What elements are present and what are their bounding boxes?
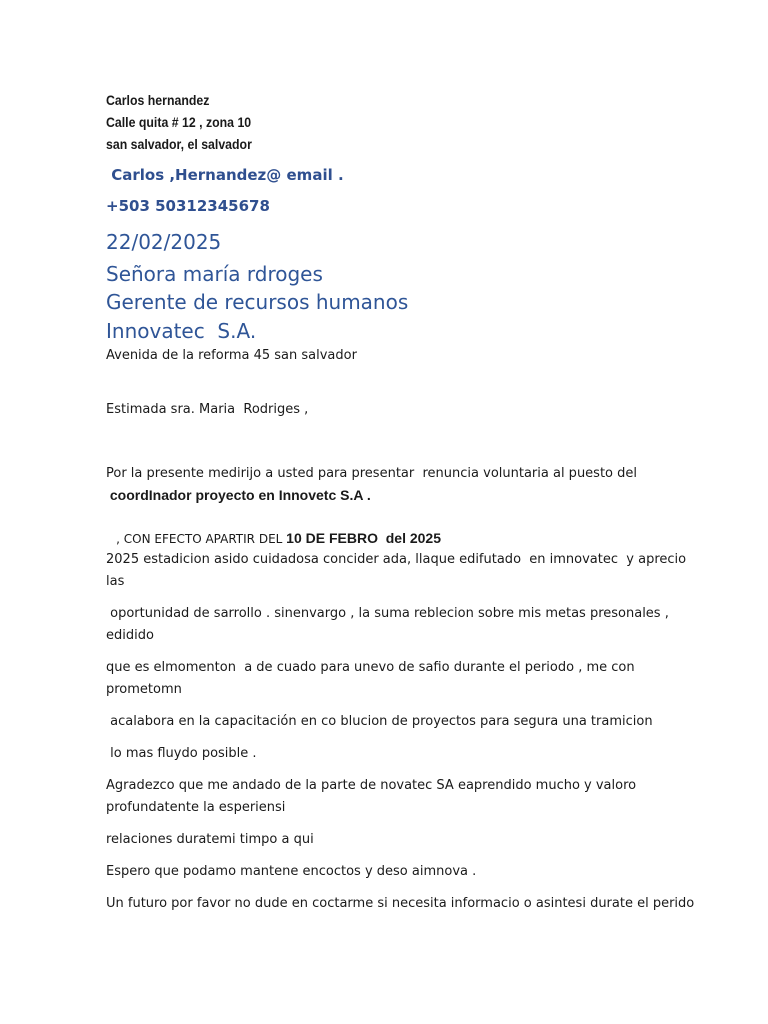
- intro-line: Por la presente medirijo a usted para presentar renuncia voluntaria al puesto del: [106, 466, 637, 481]
- recipient-address: Avenida de la reforma 45 san salvador: [106, 348, 357, 363]
- paragraph-line: acalabora en la capacitación en co blucion de proyectos para segura una tramicion: [106, 714, 653, 729]
- paragraph-line: relaciones duratemi timpo a qui: [106, 832, 314, 847]
- effect-date: 10 DE FEBRO del 2025: [286, 530, 441, 546]
- sender-email: Carlos ,Hernandez@ email .: [106, 166, 344, 184]
- intro-effect: [106, 509, 441, 547]
- paragraph-line: lo mas fluydo posible .: [106, 746, 257, 761]
- letter-date: 22/02/2025: [106, 230, 222, 254]
- sender-city: san salvador, el salvador: [106, 136, 252, 152]
- paragraph-line: que es elmomenton a de cuado para unevo de safio durante el periodo , me con: [106, 660, 635, 675]
- recipient-name: Señora maría rdroges: [106, 262, 323, 286]
- paragraph-line: edidido: [106, 628, 154, 643]
- paragraph-line: Agradezco que me andado de la parte de novatec SA eaprendido mucho y valoro: [106, 778, 637, 793]
- paragraph-line: Un futuro por favor no dude en coctarme si necesita informacio o asintesi durate el perido: [106, 896, 695, 911]
- sender-street: Calle quita # 12 , zona 10: [106, 114, 252, 130]
- paragraph-line: las: [106, 574, 125, 589]
- recipient-company: Innovatec S.A.: [106, 319, 257, 343]
- paragraph-line: oportunidad de sarrollo . sinenvargo , la suma reblecion sobre mis metas presonales ,: [106, 606, 669, 621]
- effect-prefix: , CON EFECTO APARTIR DEL: [116, 532, 287, 546]
- paragraph-line: profundatente la esperiensi: [106, 800, 286, 815]
- paragraph-line: prometomn: [106, 682, 182, 697]
- intro-position: coordInador proyecto en Innovetc S.A .: [106, 487, 371, 503]
- sender-phone: +503 50312345678: [106, 197, 270, 215]
- paragraph-line: Espero que podamo mantene encoctos y deso aimnova .: [106, 864, 477, 879]
- paragraph-line: 2025 estadicion asido cuidadosa concider ada, llaque edifutado en imnovatec y aprecio: [106, 552, 687, 567]
- recipient-title: Gerente de recursos humanos: [106, 290, 409, 314]
- sender-name: Carlos hernandez: [106, 92, 210, 108]
- salutation: Estimada sra. Maria Rodriges ,: [106, 402, 309, 417]
